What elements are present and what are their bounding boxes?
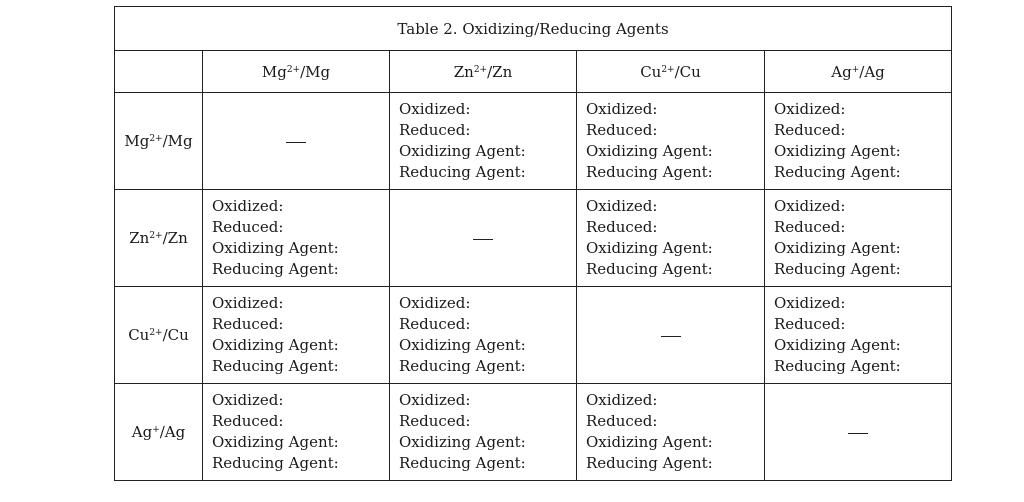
ion-charge: 2+ bbox=[661, 64, 675, 75]
oxidized-label: Oxidized: bbox=[586, 100, 658, 118]
reducing-agent-label: Reducing Agent: bbox=[212, 260, 339, 278]
oxidizing-agent-label: Oxidizing Agent: bbox=[774, 336, 901, 354]
metal-symbol: Cu bbox=[679, 62, 701, 81]
reaction-cell[interactable] bbox=[765, 287, 952, 384]
reducing-agent-label: Reducing Agent: bbox=[586, 454, 713, 472]
reduced-label: Reduced: bbox=[212, 218, 284, 236]
oxidized-label: Oxidized: bbox=[399, 294, 471, 312]
table-row bbox=[115, 287, 952, 384]
row-header-ag bbox=[115, 384, 203, 481]
ion-charge: 2+ bbox=[149, 134, 163, 144]
reduced-label: Reduced: bbox=[774, 315, 846, 333]
diagonal-cell bbox=[765, 384, 952, 481]
row-header-cu bbox=[115, 287, 203, 384]
table-row bbox=[115, 93, 952, 190]
reducing-agent-label: Reducing Agent: bbox=[774, 163, 901, 181]
couple-separator: / bbox=[487, 62, 493, 81]
row-header-mg bbox=[115, 93, 203, 190]
oxidizing-agent-label: Oxidizing Agent: bbox=[399, 142, 526, 160]
couple-separator: / bbox=[162, 132, 168, 150]
reduced-label: Reduced: bbox=[586, 121, 658, 139]
couple-separator: / bbox=[159, 423, 165, 441]
row-header-zn bbox=[115, 190, 203, 287]
column-header-cu bbox=[577, 51, 765, 93]
column-header-zn bbox=[390, 51, 577, 93]
em-dash-mark bbox=[661, 336, 681, 337]
reducing-agent-label: Reducing Agent: bbox=[212, 454, 339, 472]
reduced-label: Reduced: bbox=[774, 121, 846, 139]
oxidizing-agent-label: Oxidizing Agent: bbox=[399, 336, 526, 354]
oxidized-label: Oxidized: bbox=[774, 197, 846, 215]
oxidizing-agent-label: Oxidizing Agent: bbox=[774, 239, 901, 257]
oxidizing-agent-label: Oxidizing Agent: bbox=[774, 142, 901, 160]
metal-symbol: Mg bbox=[167, 132, 193, 150]
reducing-agent-label: Reducing Agent: bbox=[399, 357, 526, 375]
ion-charge: + bbox=[851, 64, 860, 75]
couple-separator: / bbox=[300, 62, 306, 81]
couple-separator: / bbox=[162, 326, 168, 344]
reducing-agent-label: Reducing Agent: bbox=[586, 163, 713, 181]
oxidizing-agent-label: Oxidizing Agent: bbox=[212, 433, 339, 451]
couple-separator: / bbox=[162, 229, 168, 247]
ion-symbol: Mg bbox=[124, 132, 150, 150]
reducing-agent-label: Reducing Agent: bbox=[399, 454, 526, 472]
reduced-label: Reduced: bbox=[399, 121, 471, 139]
oxidized-label: Oxidized: bbox=[212, 391, 284, 409]
table-container bbox=[114, 6, 951, 481]
couple-separator: / bbox=[859, 62, 865, 81]
reaction-cell[interactable] bbox=[765, 190, 952, 287]
reaction-cell[interactable] bbox=[203, 384, 390, 481]
reducing-agent-label: Reducing Agent: bbox=[399, 163, 526, 181]
reaction-cell[interactable] bbox=[577, 384, 765, 481]
oxidized-label: Oxidized: bbox=[586, 197, 658, 215]
ion-symbol: Cu bbox=[128, 326, 150, 344]
reduced-label: Reduced: bbox=[399, 315, 471, 333]
reduced-label: Reduced: bbox=[586, 412, 658, 430]
em-dash-mark bbox=[286, 142, 306, 143]
oxidizing-agent-label: Oxidizing Agent: bbox=[586, 239, 713, 257]
oxidizing-reducing-table bbox=[114, 6, 952, 481]
reaction-cell[interactable] bbox=[577, 190, 765, 287]
diagonal-cell bbox=[203, 93, 390, 190]
reaction-cell[interactable] bbox=[765, 93, 952, 190]
metal-symbol: Zn bbox=[167, 229, 188, 247]
reducing-agent-label: Reducing Agent: bbox=[212, 357, 339, 375]
table-row bbox=[115, 384, 952, 481]
diagonal-cell bbox=[390, 190, 577, 287]
reduced-label: Reduced: bbox=[399, 412, 471, 430]
ion-symbol: Cu bbox=[640, 62, 662, 81]
reducing-agent-label: Reducing Agent: bbox=[774, 357, 901, 375]
ion-symbol: Ag bbox=[831, 62, 852, 81]
oxidized-label: Oxidized: bbox=[212, 197, 284, 215]
reducing-agent-label: Reducing Agent: bbox=[586, 260, 713, 278]
reaction-cell[interactable] bbox=[390, 287, 577, 384]
oxidized-label: Oxidized: bbox=[586, 391, 658, 409]
em-dash-mark bbox=[473, 239, 493, 240]
oxidized-label: Oxidized: bbox=[774, 294, 846, 312]
reduced-label: Reduced: bbox=[774, 218, 846, 236]
oxidizing-agent-label: Oxidizing Agent: bbox=[212, 336, 339, 354]
table-title: Table 2. Oxidizing/Reducing Agents bbox=[115, 7, 952, 51]
metal-symbol: Ag bbox=[864, 62, 885, 81]
oxidized-label: Oxidized: bbox=[774, 100, 846, 118]
oxidized-label: Oxidized: bbox=[399, 100, 471, 118]
reduced-label: Reduced: bbox=[212, 412, 284, 430]
oxidizing-agent-label: Oxidizing Agent: bbox=[399, 433, 526, 451]
table-row bbox=[115, 190, 952, 287]
reaction-cell[interactable] bbox=[203, 190, 390, 287]
column-header-ag bbox=[765, 51, 952, 93]
reducing-agent-label: Reducing Agent: bbox=[774, 260, 901, 278]
oxidizing-agent-label: Oxidizing Agent: bbox=[586, 433, 713, 451]
corner-cell bbox=[115, 51, 203, 93]
reaction-cell[interactable] bbox=[577, 93, 765, 190]
reaction-cell[interactable] bbox=[390, 384, 577, 481]
ion-symbol: Ag bbox=[131, 423, 153, 441]
metal-symbol: Zn bbox=[492, 62, 513, 81]
oxidized-label: Oxidized: bbox=[212, 294, 284, 312]
reduced-label: Reduced: bbox=[586, 218, 658, 236]
metal-symbol: Ag bbox=[164, 423, 186, 441]
column-header-mg bbox=[203, 51, 390, 93]
couple-separator: / bbox=[674, 62, 680, 81]
ion-charge: + bbox=[152, 425, 160, 435]
oxidized-label: Oxidized: bbox=[399, 391, 471, 409]
metal-symbol: Mg bbox=[305, 62, 331, 81]
ion-symbol: Zn bbox=[453, 62, 474, 81]
ion-symbol: Mg bbox=[261, 62, 287, 81]
metal-symbol: Cu bbox=[167, 326, 189, 344]
ion-symbol: Zn bbox=[129, 229, 150, 247]
ion-charge: 2+ bbox=[473, 64, 488, 75]
reduced-label: Reduced: bbox=[212, 315, 284, 333]
ion-charge: 2+ bbox=[149, 328, 163, 338]
oxidizing-agent-label: Oxidizing Agent: bbox=[212, 239, 339, 257]
reaction-cell[interactable] bbox=[390, 93, 577, 190]
diagonal-cell bbox=[577, 287, 765, 384]
em-dash-mark bbox=[848, 433, 868, 434]
ion-charge: 2+ bbox=[286, 64, 301, 75]
reaction-cell[interactable] bbox=[203, 287, 390, 384]
oxidizing-agent-label: Oxidizing Agent: bbox=[586, 142, 713, 160]
ion-charge: 2+ bbox=[149, 231, 163, 241]
